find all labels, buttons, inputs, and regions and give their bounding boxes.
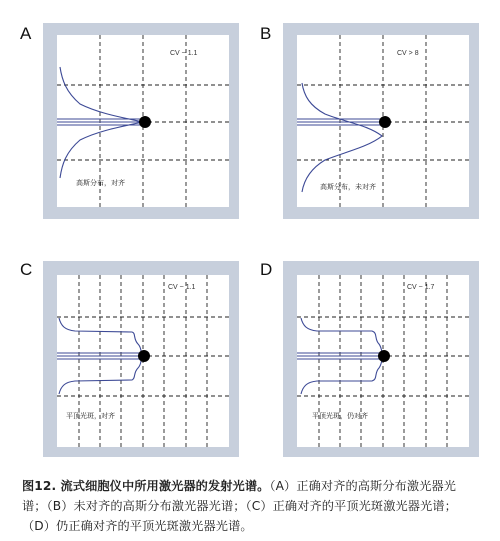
panel-a — [20, 23, 239, 219]
panel-c-description: 平顶光斑，对齐 — [66, 412, 115, 420]
panel-c-letter: C — [20, 260, 33, 279]
panel-a-description: 高斯分布，对齐 — [76, 179, 125, 187]
caption-body: （A）正确对齐的高斯分布激光器光谱；（B）未对齐的高斯分布激光器光谱；（C）正确对齐的平顶光斑激光器光谱；（D）仍正确对齐的平顶光斑激光器光谱。 — [22, 479, 457, 533]
panel-c-particle — [138, 350, 150, 362]
panel-b-cv-label: CV > 8 — [397, 50, 419, 57]
panel-c — [20, 260, 239, 457]
panel-b — [260, 23, 479, 219]
panel-d-cv-label: CV ~ 1.7 — [407, 284, 435, 291]
panel-d-particle — [378, 350, 390, 362]
panel-a-cv-label: CV ~ 1.1 — [170, 50, 198, 57]
panel-c-cv-label: CV ~ 1.1 — [168, 284, 196, 291]
panel-b-letter: B — [260, 24, 272, 43]
panel-a-particle — [139, 116, 151, 128]
figure-caption — [22, 476, 478, 536]
panel-d-letter: D — [260, 260, 273, 279]
caption-title: 图12. 流式细胞仪中所用激光器的发射光谱。 — [22, 479, 270, 493]
panel-d-description: 平顶光斑，仍对齐 — [312, 412, 368, 420]
panel-b-particle — [379, 116, 391, 128]
panel-a-letter: A — [20, 24, 32, 43]
panel-d — [260, 260, 479, 457]
panel-b-description: 高斯分布，未对齐 — [320, 183, 376, 191]
